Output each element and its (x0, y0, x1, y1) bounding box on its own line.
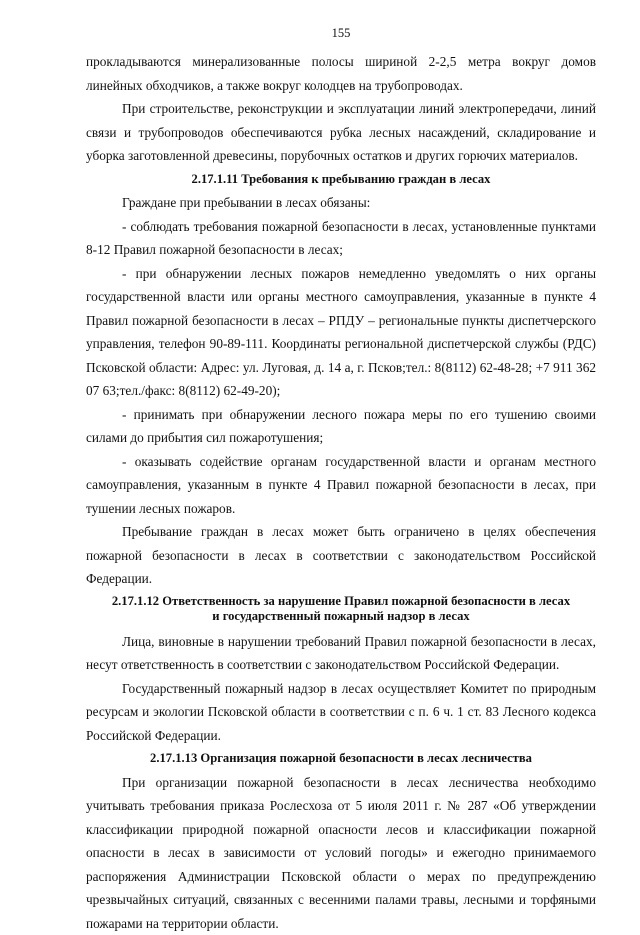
paragraph-supervision: Государственный пожарный надзор в лесах осуществляет Комитет по природным ресурсам и экологии Псковской области в соответствии с п. 6 ч. 1 ст. 83 Лесного кодекса Российской Федерации. (86, 677, 596, 748)
section-heading-2-17-1-11: 2.17.1.11 Требования к пребыванию граждан в лесах (86, 168, 596, 192)
list-item-comply: - соблюдать требования пожарной безопасности в лесах, установленные пунктами 8-12 Правил пожарной безопасности в лесах; (86, 215, 596, 262)
list-item-notify: - при обнаружении лесных пожаров немедленно уведомлять о них органы государственной власти или органы местного самоуправления, указанные в пункте 4 Правил пожарной безопасности в лесах – РПДУ – региональные пункты диспетчерского управления, телефон 90-89-111. Координаты региональной диспетчерской службы (РДС) Псковской области: Адрес: ул. Луговая, д. 14 а, г. Псков;тел.: 8(8112) 62-48-28; +7 911 362 07 63;тел./факс: 8(8112) 62-49-20); (86, 262, 596, 403)
paragraph-organization: При организации пожарной безопасности в лесах лесничества необходимо учитывать требования приказа Рослесхоза от 5 июля 2011 г. № 287 «Об утверждении классификации природной пожарной опасности лесов и классификации пожарной опасности в лесах в зависимости от условий погоды» и ежегодно принимаемого распоряжения Администрации Псковской области о мерах по предупреждению чрезвычайных ситуаций, связанных с весенними палами травы, лесными и торфяными пожарами на территории области. (86, 771, 596, 935)
paragraph-obligations-intro: Граждане при пребывании в лесах обязаны: (86, 191, 596, 215)
section-heading-line-1: 2.17.1.12 Ответственность за нарушение Правил пожарной безопасности в лесах (86, 594, 596, 610)
list-item-assist: - оказывать содействие органам государственной власти и органам местного самоуправления, указанным в пункте 4 Правил пожарной безопасности в лесах, при тушении лесных пожаров. (86, 450, 596, 521)
section-heading-2-17-1-13: 2.17.1.13 Организация пожарной безопасности в лесах лесничества (86, 747, 596, 771)
paragraph-restriction: Пребывание граждан в лесах может быть ограничено в целях обеспечения пожарной безопасности в лесах в соответствии с законодательством Российской Федерации. (86, 520, 596, 591)
paragraph-construction: При строительстве, реконструкции и эксплуатации линий электропередачи, линий связи и трубопроводов обеспечиваются рубка лесных насаждений, складирование и уборка заготовленной древесины, порубочных остатков и других горючих материалов. (86, 97, 596, 168)
list-item-extinguish: - принимать при обнаружении лесного пожара меры по его тушению своими силами до прибытия сил пожаротушения; (86, 403, 596, 450)
section-heading-2-17-1-12 (86, 591, 596, 630)
paragraph-liability: Лица, виновные в нарушении требований Правил пожарной безопасности в лесах, несут ответственность в соответствии с законодательством Российской Федерации. (86, 630, 596, 677)
page-number: 155 (86, 24, 596, 42)
paragraph-continuation: прокладываются минерализованные полосы шириной 2-2,5 метра вокруг домов линейных обходчиков, а также вокруг колодцев на трубопроводах. (86, 50, 596, 97)
section-heading-line-2: и государственный пожарный надзор в лесах (86, 609, 596, 625)
